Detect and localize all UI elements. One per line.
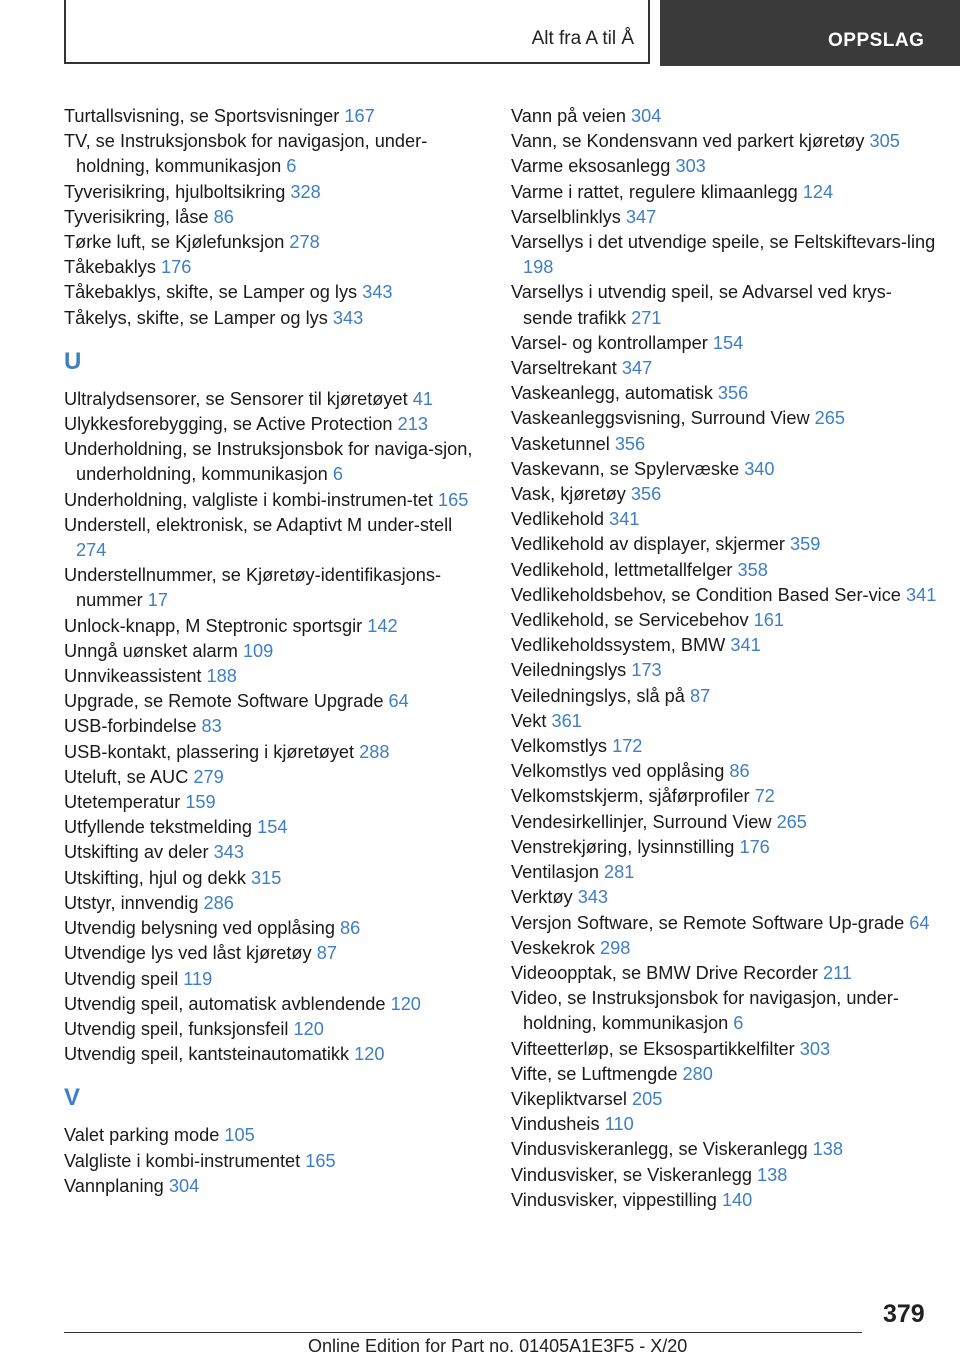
index-entry-text: Varsellys i utvendig speil, se Advarsel ved krys‐sende trafikk xyxy=(511,282,892,328)
index-entry-text: Vask, kjøretøy xyxy=(511,484,631,505)
index-entry-text: Utskifting av deler xyxy=(64,842,214,863)
index-entry xyxy=(511,1087,941,1112)
index-entry xyxy=(511,986,941,1036)
index-entry xyxy=(511,734,941,759)
index-entry xyxy=(64,205,474,230)
index-page-link[interactable]: 138 xyxy=(812,1139,843,1160)
index-entry-text: Utvendig speil, automatisk avblendende xyxy=(64,993,391,1014)
index-entry-text: Vann på veien xyxy=(511,106,631,126)
index-entry xyxy=(64,306,474,331)
index-entry xyxy=(511,205,941,230)
index-page-link[interactable]: 176 xyxy=(161,257,192,278)
index-page-link[interactable]: 41 xyxy=(412,388,433,409)
index-entry xyxy=(511,1137,941,1162)
index-entry-text: Vikepliktvarsel xyxy=(511,1088,632,1109)
index-entry-text: Vindusheis xyxy=(511,1114,605,1135)
index-page-link[interactable]: 211 xyxy=(823,962,853,983)
index-entry-text: Utstyr, innvendig xyxy=(64,892,204,913)
index-entry xyxy=(64,1149,474,1174)
index-letter-heading: U xyxy=(64,347,82,375)
index-entry-text: Velkomstlys ved opplåsing xyxy=(511,761,730,782)
index-page-link[interactable]: 315 xyxy=(251,867,282,888)
index-entry xyxy=(64,765,474,790)
index-entry-text: Venstrekjøring, lysinnstilling xyxy=(511,836,740,857)
index-entry-text: Valgliste i kombi-instrumentet xyxy=(64,1150,306,1171)
index-entry-text: Utfyllende tekstmelding xyxy=(64,817,258,838)
index-page-link[interactable]: 6 xyxy=(332,464,343,485)
index-entry-text: Vifteetterløp, se Eksospartikkelfilter xyxy=(511,1038,800,1059)
index-entry-text: Vannplaning xyxy=(64,1175,169,1196)
index-page-link[interactable]: 165 xyxy=(305,1150,336,1171)
page-number: 379 xyxy=(883,1300,925,1328)
index-entry xyxy=(64,1042,474,1067)
index-entry xyxy=(511,1037,941,1062)
index-entry xyxy=(511,583,941,608)
index-entry-text: Underholdning, se Instruksjonsbok for naviga‐sjon, underholdning, kommunikasjon xyxy=(64,439,473,485)
index-entry-text: Ulykkesforebygging, se Active Protection xyxy=(64,414,398,435)
index-page-link[interactable]: 198 xyxy=(523,257,554,278)
index-entry-text: Veskekrok xyxy=(511,937,600,958)
index-entry-text: Tåkelys, skifte, se Lamper og lys xyxy=(64,307,333,328)
index-page-link[interactable]: 361 xyxy=(551,710,582,731)
index-entry xyxy=(64,104,474,129)
index-entry xyxy=(511,230,941,280)
index-entry xyxy=(64,280,474,305)
index-entry-text: Underholdning, valgliste i kombi-instrumen‐tet xyxy=(64,489,439,510)
index-entry-text: Videoopptak, se BMW Drive Recorder xyxy=(511,962,824,983)
index-entry xyxy=(511,608,941,633)
index-entry xyxy=(511,911,941,936)
index-entry-text: Tåkebaklys xyxy=(64,257,162,278)
index-entry xyxy=(64,815,474,840)
index-entry-text: Vaskeanleggsvisning, Surround View xyxy=(511,408,815,429)
index-page-link[interactable]: 176 xyxy=(739,836,770,857)
index-entry-text: Utskifting, hjul og dekk xyxy=(64,867,252,888)
index-page-link[interactable]: 159 xyxy=(185,792,216,813)
index-page-link[interactable]: 105 xyxy=(224,1125,255,1146)
index-entry xyxy=(511,381,941,406)
index-entry xyxy=(511,709,941,734)
index-entry xyxy=(64,129,474,179)
index-entry xyxy=(511,558,941,583)
index-entry-text: Varme eksosanlegg xyxy=(511,156,676,177)
index-entry-text: Tyverisikring, låse xyxy=(64,206,214,227)
index-entry-text: Versjon Software, se Remote Software Up‐grade xyxy=(511,912,910,933)
index-entry-text: Utvendig speil, kantsteinautomatikk xyxy=(64,1044,355,1065)
index-page-link[interactable]: 298 xyxy=(599,937,631,958)
index-entry xyxy=(511,633,941,658)
index-page-link[interactable]: 140 xyxy=(721,1189,753,1210)
index-page-link[interactable]: 86 xyxy=(340,918,361,939)
index-entry xyxy=(511,129,941,154)
index-entry xyxy=(511,532,941,557)
index-page-link[interactable]: 86 xyxy=(213,206,234,227)
index-page-link[interactable]: 343 xyxy=(577,887,609,908)
index-entry-text: Uteluft, se AUC xyxy=(64,766,194,787)
index-entry xyxy=(511,784,941,809)
index-page-link[interactable]: 173 xyxy=(631,660,662,681)
index-entry xyxy=(64,664,474,689)
index-entry-text: Understell, elektronisk, se Adaptivt M under‐stell xyxy=(64,514,453,535)
index-page-link[interactable]: 142 xyxy=(367,615,398,636)
index-page-link[interactable]: 274 xyxy=(76,540,107,561)
index-page-link[interactable]: 303 xyxy=(799,1038,831,1059)
index-entry xyxy=(64,437,474,487)
index-entry xyxy=(511,432,941,457)
index-page-link[interactable]: 341 xyxy=(609,509,640,530)
index-entry-text: Vindusvisker, vippestilling xyxy=(511,1189,722,1210)
index-entry-text: Varsellys i det utvendige speile, se Feltskiftevars‐ling xyxy=(511,232,936,253)
index-page-link[interactable]: 213 xyxy=(397,414,428,435)
index-page-link[interactable]: 288 xyxy=(359,741,390,762)
index-entry-text: Tørke luft, se Kjølefunksjon xyxy=(64,232,290,253)
index-entry xyxy=(64,866,474,891)
index-page-link[interactable]: 64 xyxy=(909,912,930,933)
index-page-link[interactable]: 154 xyxy=(712,332,744,353)
index-entry-text: USB-forbindelse xyxy=(64,716,202,737)
index-page-link[interactable]: 347 xyxy=(625,206,657,227)
index-page-link[interactable]: 280 xyxy=(682,1063,713,1084)
index-entry xyxy=(64,412,474,437)
index-entry xyxy=(64,840,474,865)
index-page-link[interactable]: 265 xyxy=(776,811,807,832)
index-entry-text: Vedlikehold, lettmetallfelger xyxy=(511,559,738,580)
index-page-link[interactable]: 340 xyxy=(744,458,775,479)
index-entry xyxy=(511,961,941,986)
index-page-link[interactable]: 83 xyxy=(201,716,222,737)
footer-edition: Online Edition for Part no. 01405A1E3F5 - X/20 xyxy=(308,1336,688,1356)
index-entry xyxy=(64,1017,474,1042)
index-entry-text: Unngå uønsket alarm xyxy=(64,640,243,661)
index-entry xyxy=(64,1123,474,1148)
index-column-left xyxy=(64,104,474,1199)
index-page-link[interactable]: 86 xyxy=(729,761,750,782)
index-entry xyxy=(511,457,941,482)
index-entry-text: Vedlikeholdssystem, BMW xyxy=(511,635,731,656)
index-entry xyxy=(511,507,941,532)
index-entry xyxy=(64,967,474,992)
index-page-link[interactable]: 328 xyxy=(290,181,321,202)
index-entry-text: Unnvikeassistent xyxy=(64,666,207,687)
index-page-link[interactable]: 286 xyxy=(203,892,234,913)
index-entry-text: Vedlikehold av displayer, skjermer xyxy=(511,534,791,555)
index-entry xyxy=(64,941,474,966)
index-entry xyxy=(511,1112,941,1137)
index-page-link[interactable]: 188 xyxy=(206,666,237,687)
index-page-link[interactable]: 6 xyxy=(286,156,297,177)
index-entry xyxy=(64,891,474,916)
index-page-link[interactable]: 304 xyxy=(168,1175,200,1196)
index-entry-text: Vekt xyxy=(511,710,552,731)
index-page-link[interactable]: 87 xyxy=(689,685,711,706)
index-entry-text: Vedlikeholdsbehov, se Condition Based Ser‐vice xyxy=(511,584,906,605)
index-entry xyxy=(511,154,941,179)
index-page-link[interactable]: 109 xyxy=(242,640,274,661)
index-entry-text: Vaskevann, se Spylervæske xyxy=(511,458,745,479)
index-page-link[interactable]: 305 xyxy=(869,131,900,152)
index-page-link[interactable]: 304 xyxy=(631,106,662,126)
index-entry-text: Vedlikehold xyxy=(511,509,610,530)
index-entry xyxy=(511,759,941,784)
index-entry-text: Vaskeanlegg, automatisk xyxy=(511,383,718,404)
index-entry-text: TV, se Instruksjonsbok for navigasjon, under‐holdning, kommunikasjon xyxy=(64,131,428,177)
index-entry-text: Tåkebaklys, skifte, se Lamper og lys xyxy=(64,282,363,303)
index-page-link[interactable]: 278 xyxy=(289,232,320,253)
index-entry-text: Veiledningslys, slå på xyxy=(511,685,690,706)
index-page-link[interactable]: 205 xyxy=(631,1088,663,1109)
index-entry xyxy=(64,387,474,412)
index-page-link[interactable]: 172 xyxy=(612,736,643,757)
index-entry-text: Vedlikehold, se Servicebehov xyxy=(511,610,754,631)
index-page-link[interactable]: 265 xyxy=(814,408,846,429)
index-entry xyxy=(64,563,474,613)
index-page-link[interactable]: 17 xyxy=(147,590,168,611)
index-entry xyxy=(511,331,941,356)
index-entry xyxy=(64,1174,474,1199)
index-entry xyxy=(64,614,474,639)
index-entry-text: Vindusviskeranlegg, se Viskeranlegg xyxy=(511,1139,813,1160)
index-page-link[interactable]: 138 xyxy=(757,1164,788,1185)
index-entry-text: Verktøy xyxy=(511,887,578,908)
index-page-link[interactable]: 356 xyxy=(614,433,646,454)
index-entry-text: Vendesirkellinjer, Surround View xyxy=(511,811,777,832)
index-entry-text: Valet parking mode xyxy=(64,1125,225,1146)
index-entry xyxy=(64,992,474,1017)
index-page-link[interactable]: 271 xyxy=(631,307,662,328)
index-entry xyxy=(511,1188,941,1213)
footer-divider xyxy=(64,1332,862,1333)
index-page-link[interactable]: 124 xyxy=(802,181,834,202)
index-page-link[interactable]: 343 xyxy=(332,307,364,328)
index-entry xyxy=(64,513,474,563)
index-entry-text: Varseltrekant xyxy=(511,358,622,379)
index-entry-text: Unlock-knapp, M Steptronic sportsgir xyxy=(64,615,368,636)
index-entry xyxy=(64,255,474,280)
index-entry-text: Velkomstlys xyxy=(511,736,613,757)
index-letter-heading: V xyxy=(64,1084,81,1112)
index-entry xyxy=(64,916,474,941)
index-page-link[interactable]: 358 xyxy=(737,559,768,580)
index-entry xyxy=(64,488,474,513)
index-page-link[interactable]: 356 xyxy=(630,484,662,505)
index-entry-text: Ultralydsensorer, se Sensorer til kjøretøyet xyxy=(64,388,413,409)
index-entry xyxy=(511,684,941,709)
index-page-link[interactable]: 343 xyxy=(213,842,244,863)
index-page-link[interactable]: 343 xyxy=(362,282,393,303)
index-page-link[interactable]: 119 xyxy=(183,968,213,989)
index-entry-text: Vindusvisker, se Viskeranlegg xyxy=(511,1164,758,1185)
index-page-link[interactable]: 87 xyxy=(316,943,337,964)
index-entry xyxy=(511,280,941,330)
index-entry xyxy=(511,860,941,885)
index-page-link[interactable]: 341 xyxy=(730,635,761,656)
index-page-link[interactable]: 167 xyxy=(344,106,375,126)
index-page-link[interactable]: 120 xyxy=(390,993,421,1014)
index-page-link[interactable]: 154 xyxy=(257,817,288,838)
index-entry-text: Veiledningslys xyxy=(511,660,632,681)
index-page-link[interactable]: 359 xyxy=(790,534,821,555)
index-entry-text: Utetemperatur xyxy=(64,792,186,813)
index-column-right xyxy=(511,104,941,1213)
index-entry xyxy=(64,714,474,739)
index-entry-text: Utvendig speil, funksjonsfeil xyxy=(64,1018,294,1039)
index-entry xyxy=(64,790,474,815)
header-title: Alt fra A til Å xyxy=(531,28,634,49)
index-page-link[interactable]: 64 xyxy=(388,691,409,712)
index-entry xyxy=(511,356,941,381)
index-entry-text: Tyverisikring, hjulboltsikring xyxy=(64,181,291,202)
index-entry-text: Utvendig speil xyxy=(64,968,184,989)
index-entry xyxy=(511,482,941,507)
index-entry-text: Utvendig belysning ved opplåsing xyxy=(64,918,341,939)
index-page-link[interactable]: 161 xyxy=(753,610,785,631)
index-page-link[interactable]: 356 xyxy=(717,383,749,404)
index-page-link[interactable]: 165 xyxy=(438,489,469,510)
index-entry-text: Varselblinklys xyxy=(511,206,626,227)
index-entry xyxy=(511,104,941,129)
index-page-link[interactable]: 6 xyxy=(733,1013,744,1034)
index-entry xyxy=(64,639,474,664)
index-page-link[interactable]: 110 xyxy=(604,1114,634,1135)
index-entry-text: Upgrade, se Remote Software Upgrade xyxy=(64,691,389,712)
index-page-link[interactable]: 72 xyxy=(754,786,775,807)
index-entry-text: Vann, se Kondensvann ved parkert kjøretøy xyxy=(511,131,870,152)
index-entry xyxy=(511,180,941,205)
index-page-link[interactable]: 120 xyxy=(354,1044,385,1065)
index-entry xyxy=(511,658,941,683)
index-entry xyxy=(511,1062,941,1087)
header-frame xyxy=(64,0,650,64)
index-entry-text: Utvendige lys ved låst kjøretøy xyxy=(64,943,317,964)
index-entry-text: Varme i rattet, regulere klimaanlegg xyxy=(511,181,803,202)
index-page-link[interactable]: 120 xyxy=(293,1018,324,1039)
index-page-link[interactable]: 341 xyxy=(905,584,937,605)
index-entry xyxy=(64,689,474,714)
index-page-link[interactable]: 303 xyxy=(675,156,706,177)
index-entry-text: Video, se Instruksjonsbok for navigasjon, under‐holdning, kommunikasjon xyxy=(511,988,899,1034)
index-entry xyxy=(511,936,941,961)
index-entry xyxy=(511,1163,941,1188)
index-entry xyxy=(64,230,474,255)
index-page-link[interactable]: 279 xyxy=(193,766,224,787)
index-entry-text: Vasketunnel xyxy=(511,433,615,454)
index-entry-text: Velkomstskjerm, sjåførprofiler xyxy=(511,786,755,807)
index-entry-text: Vifte, se Luftmengde xyxy=(511,1063,683,1084)
section-label: OPPSLAG xyxy=(828,30,925,51)
index-page-link[interactable]: 281 xyxy=(604,862,635,883)
index-entry xyxy=(64,740,474,765)
section-tab xyxy=(660,0,960,66)
index-entry-text: Ventilasjon xyxy=(511,862,605,883)
index-entry xyxy=(511,885,941,910)
index-entry-text: Varsel- og kontrollamper xyxy=(511,332,713,353)
index-entry xyxy=(64,180,474,205)
index-entry xyxy=(511,835,941,860)
index-page-link[interactable]: 347 xyxy=(621,358,653,379)
index-entry-text: USB-kontakt, plassering i kjøretøyet xyxy=(64,741,360,762)
index-entry xyxy=(511,810,941,835)
index-entry-text: Turtallsvisning, se Sportsvisninger xyxy=(64,106,345,126)
index-entry xyxy=(511,406,941,431)
index-entry-text: Understellnummer, se Kjøretøy-identifikasjons‐nummer xyxy=(64,565,442,611)
